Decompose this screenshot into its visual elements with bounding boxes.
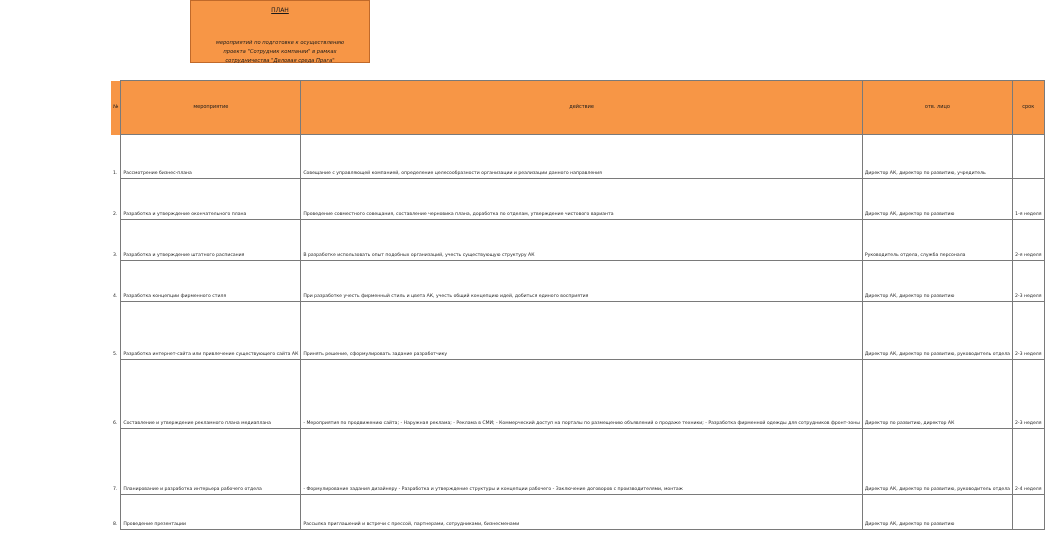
row-term [1013,495,1045,530]
row-event: Проведение презентации [121,495,301,530]
row-term: 2-я неделя [1013,220,1045,261]
row-term: 2-3 неделя [1013,261,1045,302]
col-header-term: срок [1013,81,1045,135]
row-action: - Формулирование задания дизайнеру - Разработка и утверждение структуры и концепции рабочего - Заключение договоров с производителями, монтаж [301,429,863,495]
row-person: Директор АК, директор по развитию, учредитель [862,135,1012,179]
plan-table [111,80,1045,530]
row-term [1013,135,1045,179]
subtitle-line: сотрудничества "Деловая среда Прага" [225,58,335,64]
row-term: 1-я неделя [1013,179,1045,220]
table-row [111,179,1044,220]
row-number: 7. [113,487,118,493]
row-person: Директор АК, директор по развитию, руководитель отдела [862,429,1012,495]
row-number: 3. [113,253,118,259]
subtitle-line: мероприятий по подготовке к осуществлению [215,40,345,46]
table-row [111,261,1044,302]
table-row [111,135,1044,179]
row-event: Разработка интернет-сайта или привлечение существующего сайта АК [121,302,301,360]
row-event: Разработка и утверждение штатного расписания [121,220,301,261]
page-subtitle [199,39,361,66]
page-title: ПЛАН [271,7,289,14]
row-term: 2-3 неделя [1013,302,1045,360]
row-event: Планирование и разработка интерьера рабочего отдела [121,429,301,495]
row-event: Разработка концепции фирменного стиля [121,261,301,302]
subtitle-line: проекта "Сотрудник компании" в рамках [223,49,337,55]
plan-header [190,0,370,63]
table-header-row [111,81,1044,135]
table-row [111,360,1044,429]
row-person: Руководитель отдела, служба персонала [862,220,1012,261]
row-event: Рассмотрение бизнес-плана [121,135,301,179]
table-row [111,220,1044,261]
table-row [111,302,1044,360]
row-event: Разработка и утверждение окончательного плана [121,179,301,220]
row-action: - Мероприятия по продвижению сайта; - Наружная реклама; - Реклама в СМИ; - Коммерческий доступ на порталы по размещению объявлений о продаже техники; - Разработка фирменной одежды для сотрудников фронт-зоны [301,360,863,429]
row-action: При разработке учесть фирменный стиль и цвета АК, учесть общий концепцию идей, добиться единого восприятия [301,261,863,302]
row-action: Проведение совместного совещания, составление черновика плана, доработка по отделам, утверждение чистового варианта [301,179,863,220]
row-number: 1. [113,171,118,177]
row-action: В разработке использовать опыт подобных организаций, учесть существующую структуру АК [301,220,863,261]
row-action: Рассылка приглашений и встречи с прессой, партнерами, сотрудниками, бизнесменами [301,495,863,530]
row-person: Директор АК, директор по развитию [862,179,1012,220]
row-action: Совещание с управляющей компанией, определение целесообразности организации и реализации данного направления [301,135,863,179]
col-header-action: действие [301,81,863,135]
col-header-event: мероприятие [121,81,301,135]
row-number: 6. [113,421,118,427]
col-header-num: № [111,81,121,135]
row-term: 2-3 неделя [1013,360,1045,429]
row-action: Принять решение, сформулировать задание разработчику [301,302,863,360]
table-row [111,429,1044,495]
row-person: Директор по развитию, директор АК [862,360,1012,429]
row-person: Директор АК, директор по развитию, руководитель отдела [862,302,1012,360]
row-number: 5. [113,352,118,358]
row-number: 2. [113,212,118,218]
col-header-person: отв. лицо [862,81,1012,135]
row-term: 2-4 неделя [1013,429,1045,495]
row-event: Составление и утверждение рекламного плана медиаплана [121,360,301,429]
row-number: 4. [113,294,118,300]
row-person: Директор АК, директор по развитию [862,261,1012,302]
row-number: 8. [113,522,118,528]
row-person: Директор АК, директор по развитию [862,495,1012,530]
table-row [111,495,1044,530]
